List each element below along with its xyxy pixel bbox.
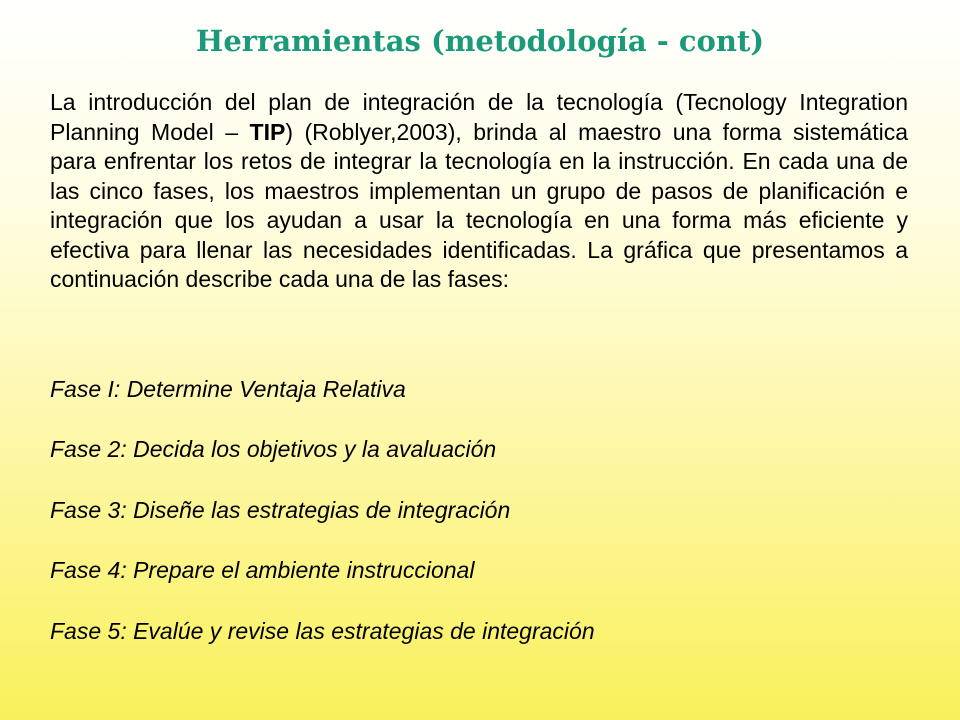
phase-5: Fase 5: Evalúe y revise las estrategias de integración [50,618,595,644]
phase-3: Fase 3: Diseñe las estrategias de integración [50,497,511,523]
intro-paragraph [50,88,908,295]
slide-title: Herramientas (metodología - cont) [195,24,765,58]
phase-2: Fase 2: Decida los objetivos y la avaluación [50,436,497,462]
phase-4: Fase 4: Prepare el ambiente instruccional [50,557,475,583]
intro-acronym: TIP [249,118,286,145]
intro-text-end: ) (Roblyer,2003), brinda al maestro una forma sistemática para enfrentar los retos de integrar la tecnología en la instrucción. En cada una de las cinco fases, los maestros implementan un grupo de pasos de planificación e integración que los ayudan a usar la tecnología en una forma más eficiente y efectiva para llenar las necesidades identificadas. La gráfica que presentamos a continuación describe cada una de las fases: [50,118,909,292]
intro-text-start: La introducción del plan de integración de la tecnología (Tecnology Integration Planning Model – [50,89,908,145]
phase-1: Fase I: Determine Ventaja Relativa [50,376,406,402]
